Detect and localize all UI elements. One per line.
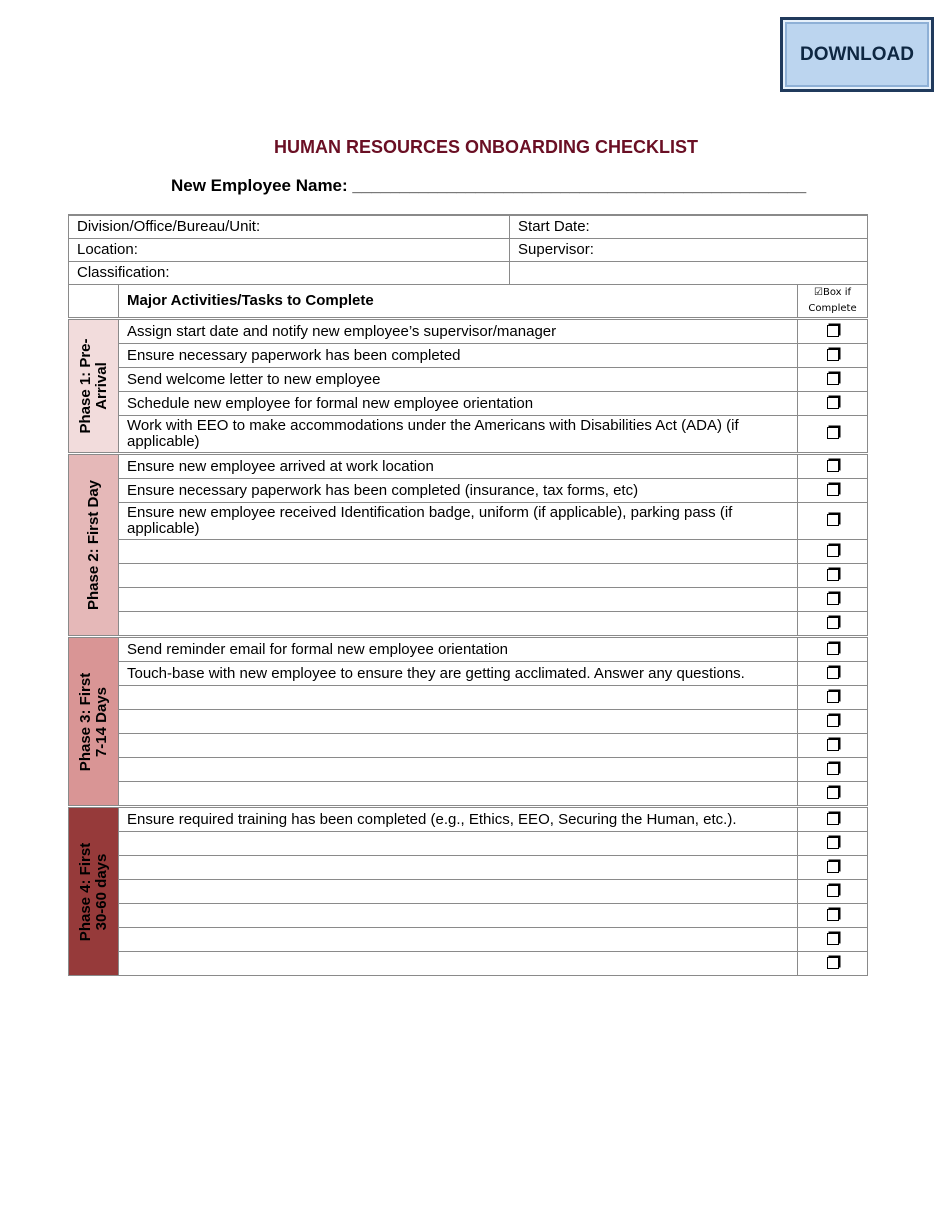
complete-checkbox-cell [798, 344, 868, 368]
download-button[interactable]: DOWNLOAD [780, 17, 934, 92]
complete-checkbox-cell [798, 454, 868, 479]
empty-info-cell [510, 262, 868, 285]
task-text[interactable] [119, 612, 798, 637]
complete-checkbox-cell [798, 588, 868, 612]
complete-checkbox-cell [798, 904, 868, 928]
new-employee-name-field[interactable]: New Employee Name: ________________________________________________ [171, 176, 807, 195]
task-row [69, 344, 868, 368]
task-text[interactable] [119, 588, 798, 612]
task-row [69, 540, 868, 564]
task-text[interactable] [119, 880, 798, 904]
task-row [69, 758, 868, 782]
task-row [69, 880, 868, 904]
complete-checkbox[interactable] [827, 397, 839, 409]
task-text[interactable] [119, 832, 798, 856]
complete-checkbox[interactable] [827, 715, 839, 727]
task-row [69, 686, 868, 710]
complete-checkbox-cell [798, 782, 868, 807]
complete-checkbox-cell [798, 880, 868, 904]
complete-checkbox[interactable] [827, 349, 839, 361]
complete-checkbox-cell [798, 564, 868, 588]
task-row [69, 368, 868, 392]
complete-checkbox[interactable] [827, 569, 839, 581]
complete-checkbox-cell [798, 686, 868, 710]
phase-2-label-cell [69, 454, 119, 637]
task-text[interactable] [119, 734, 798, 758]
complete-checkbox-cell [798, 734, 868, 758]
tasks-column-header: Major Activities/Tasks to Complete [119, 285, 798, 319]
info-row [69, 239, 868, 262]
complete-checkbox-cell [798, 416, 868, 454]
complete-checkbox[interactable] [827, 813, 839, 825]
complete-checkbox-cell [798, 710, 868, 734]
complete-checkbox-cell [798, 392, 868, 416]
task-row [69, 952, 868, 976]
complete-checkbox-cell [798, 612, 868, 637]
complete-checkbox-cell [798, 479, 868, 503]
task-text: Schedule new employee for formal new employee orientation [119, 392, 798, 416]
task-text[interactable] [119, 952, 798, 976]
task-text[interactable] [119, 564, 798, 588]
phase-3-label: Phase 3: First 7-14 Days [76, 672, 110, 771]
phase-3-label-cell [69, 637, 119, 807]
task-row [69, 734, 868, 758]
complete-checkbox[interactable] [827, 667, 839, 679]
task-text[interactable] [119, 710, 798, 734]
task-row [69, 416, 868, 454]
info-row [69, 215, 868, 239]
task-text[interactable] [119, 758, 798, 782]
phase-2-label: Phase 2: First Day [84, 479, 102, 611]
task-row [69, 782, 868, 807]
complete-checkbox[interactable] [827, 643, 839, 655]
task-row [69, 637, 868, 662]
task-row [69, 319, 868, 344]
complete-checkbox[interactable] [827, 545, 839, 557]
task-row [69, 662, 868, 686]
complete-checkbox-cell [798, 662, 868, 686]
task-text[interactable] [119, 782, 798, 807]
complete-checkbox[interactable] [827, 787, 839, 799]
task-text: Ensure new employee received Identification badge, uniform (if applicable), parking pass (if applicable) [119, 503, 798, 540]
task-row [69, 564, 868, 588]
complete-checkbox[interactable] [827, 617, 839, 629]
phase-4-label-cell [69, 807, 119, 976]
supervisor-field[interactable]: Supervisor: [510, 239, 868, 262]
task-row [69, 392, 868, 416]
task-text: Send reminder email for formal new employee orientation [119, 637, 798, 662]
complete-checkbox[interactable] [827, 691, 839, 703]
complete-checkbox[interactable] [827, 861, 839, 873]
task-text: Assign start date and notify new employee’s supervisor/manager [119, 319, 798, 344]
task-text[interactable] [119, 856, 798, 880]
complete-checkbox[interactable] [827, 325, 839, 337]
task-row [69, 832, 868, 856]
box-column-header: ☑Box if Complete [798, 285, 868, 319]
complete-checkbox-cell [798, 856, 868, 880]
task-row [69, 904, 868, 928]
complete-checkbox[interactable] [827, 460, 839, 472]
onboarding-checklist-table [68, 214, 868, 976]
complete-checkbox[interactable] [827, 427, 839, 439]
task-row [69, 807, 868, 832]
task-text: Send welcome letter to new employee [119, 368, 798, 392]
complete-checkbox[interactable] [827, 514, 839, 526]
phase-4-label: Phase 4: First 30-60 days [76, 842, 110, 941]
task-row [69, 612, 868, 637]
task-text: Ensure required training has been completed (e.g., Ethics, EEO, Securing the Human, etc.). [119, 807, 798, 832]
complete-checkbox[interactable] [827, 957, 839, 969]
complete-checkbox[interactable] [827, 373, 839, 385]
task-text[interactable] [119, 904, 798, 928]
start-date-field[interactable]: Start Date: [510, 215, 868, 239]
classification-field[interactable]: Classification: [69, 262, 510, 285]
complete-checkbox-cell [798, 807, 868, 832]
task-row [69, 479, 868, 503]
complete-checkbox-cell [798, 540, 868, 564]
complete-checkbox-cell [798, 928, 868, 952]
complete-checkbox[interactable] [827, 885, 839, 897]
task-text: Work with EEO to make accommodations under the Americans with Disabilities Act (ADA) (if applicable) [119, 416, 798, 454]
info-row [69, 262, 868, 285]
phase-header-cell [69, 285, 119, 319]
task-row [69, 928, 868, 952]
task-text[interactable] [119, 928, 798, 952]
complete-checkbox-cell [798, 637, 868, 662]
complete-checkbox-cell [798, 952, 868, 976]
division-field[interactable]: Division/Office/Bureau/Unit: [69, 215, 510, 239]
task-row [69, 856, 868, 880]
task-text[interactable] [119, 540, 798, 564]
task-text[interactable] [119, 686, 798, 710]
task-row [69, 503, 868, 540]
complete-checkbox[interactable] [827, 763, 839, 775]
task-text: Ensure new employee arrived at work location [119, 454, 798, 479]
complete-checkbox-cell [798, 319, 868, 344]
complete-checkbox-cell [798, 832, 868, 856]
complete-checkbox-cell [798, 503, 868, 540]
phase-1-label: Phase 1: Pre- Arrival [76, 338, 110, 434]
task-row [69, 588, 868, 612]
task-text: Touch-base with new employee to ensure they are getting acclimated. Answer any questions. [119, 662, 798, 686]
task-row [69, 454, 868, 479]
complete-checkbox-cell [798, 758, 868, 782]
task-text: Ensure necessary paperwork has been completed [119, 344, 798, 368]
complete-checkbox[interactable] [827, 909, 839, 921]
complete-checkbox[interactable] [827, 484, 839, 496]
location-field[interactable]: Location: [69, 239, 510, 262]
complete-checkbox[interactable] [827, 593, 839, 605]
page-title: HUMAN RESOURCES ONBOARDING CHECKLIST [273, 137, 698, 157]
complete-checkbox[interactable] [827, 933, 839, 945]
task-text: Ensure necessary paperwork has been completed (insurance, tax forms, etc) [119, 479, 798, 503]
complete-checkbox[interactable] [827, 837, 839, 849]
phase-1-label-cell [69, 319, 119, 454]
complete-checkbox[interactable] [827, 739, 839, 751]
complete-checkbox-cell [798, 368, 868, 392]
task-row [69, 710, 868, 734]
task-header-row [69, 285, 868, 319]
